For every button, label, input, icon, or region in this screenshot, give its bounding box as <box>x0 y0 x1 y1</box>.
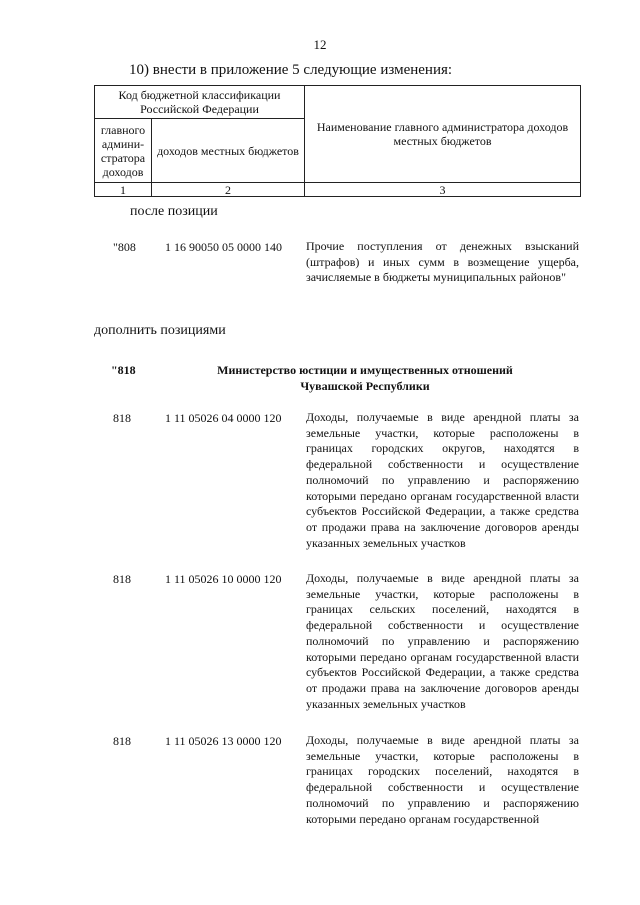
ministry-name-line-1: Министерство юстиции и имущественных отношений <box>217 363 513 377</box>
entry-3-description: Доходы, получаемые в виде арендной платы за земельные участки, которые расположены в границах городских поселений, находятся в федеральной собственности и осуществление полномочий по управлению и распоряжению которыми передано органам государственной <box>306 733 579 826</box>
local-budget-revenue-header: доходов местных бюджетов <box>152 119 305 183</box>
old-entry-description: Прочие поступления от денежных взысканий (штрафов) и иных сумм в возмещение ущерба, зачисляемые в бюджеты муниципальных районов" <box>306 239 579 284</box>
ministry-name-line-2: Чувашской Республики <box>300 379 430 393</box>
chief-administrator-header: главного админи-стратора доходов <box>95 119 152 183</box>
old-entry-admin-code: "808 <box>113 240 136 254</box>
column-number-2: 2 <box>152 183 305 197</box>
column-number-1: 1 <box>95 183 152 197</box>
budget-classification-header: Код бюджетной классификации Российской Федерации <box>95 86 305 119</box>
amendment-intro: 10) внести в приложение 5 следующие изменения: <box>129 62 453 78</box>
classification-header-table <box>94 85 581 197</box>
entry-3-admin-code: 818 <box>113 734 131 748</box>
entry-1-description: Доходы, получаемые в виде арендной платы за земельные участки, которые расположены в границах городских округов, находятся в федеральной собственности и осуществление полномочий по управлению и распоряжению которыми передано органам государственной власти субъектов Российской Федерации, а также средства от продажи права на заключение договоров аренды указанных земельных участков <box>306 410 579 550</box>
page-number: 12 <box>313 37 327 52</box>
ministry-name <box>200 362 530 394</box>
entry-1-admin-code: 818 <box>113 411 131 425</box>
entry-2-admin-code: 818 <box>113 572 131 586</box>
add-positions-label: дополнить позициями <box>94 323 226 338</box>
entry-1-classification-code: 1 11 05026 04 0000 120 <box>165 411 282 425</box>
administrator-name-header: Наименование главного администратора доходов местных бюджетов <box>305 86 581 183</box>
entry-2-description: Доходы, получаемые в виде арендной платы за земельные участки, которые расположены в границах сельских поселений, находятся в федеральной собственности и осуществление полномочий по управлению и распоряжению которыми передано органам государственной власти субъектов Российской Федерации, а также средства от продажи права на заключение договоров аренды указанных земельных участков <box>306 571 579 711</box>
after-position-label: после позиции <box>130 204 218 219</box>
entry-2-classification-code: 1 11 05026 10 0000 120 <box>165 572 282 586</box>
ministry-admin-code: "818 <box>111 363 136 377</box>
column-number-3: 3 <box>305 183 581 197</box>
old-entry-classification-code: 1 16 90050 05 0000 140 <box>165 240 282 254</box>
entry-3-classification-code: 1 11 05026 13 0000 120 <box>165 734 282 748</box>
